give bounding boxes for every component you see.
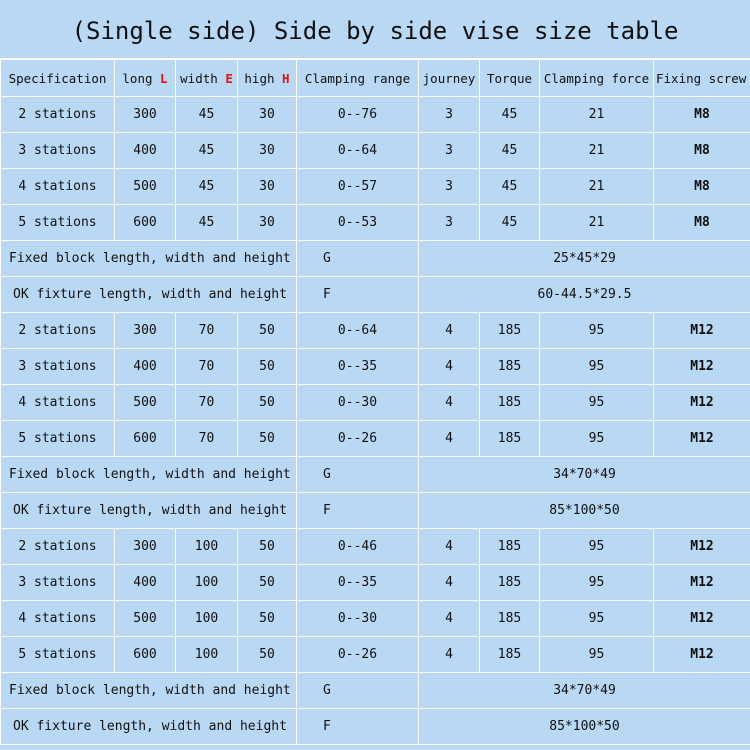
cell-screw: M12 <box>654 349 750 385</box>
cell-journey: 3 <box>419 133 480 169</box>
cell-torque: 185 <box>480 313 540 349</box>
table-row <box>1 205 750 241</box>
cell-width: 70 <box>176 421 238 457</box>
header-long: long L <box>115 60 176 97</box>
cell-range: 0--35 <box>297 565 419 601</box>
cell-journey: 4 <box>419 421 480 457</box>
ok-fixture-row-value: 85*100*50 <box>419 709 750 745</box>
cell-force: 95 <box>540 601 654 637</box>
cell-force: 95 <box>540 385 654 421</box>
fixed-block-row-value: 34*70*49 <box>419 457 750 493</box>
ok-fixture-row <box>1 277 750 313</box>
table-row <box>1 529 750 565</box>
cell-long: 400 <box>115 565 176 601</box>
ok-fixture-row-value: 60-44.5*29.5 <box>419 277 750 313</box>
fixed-block-row-label: Fixed block length, width and height <box>1 457 297 493</box>
fixed-block-row-code: G <box>297 457 419 493</box>
ok-fixture-row-code: F <box>297 493 419 529</box>
cell-range: 0--26 <box>297 637 419 673</box>
header-width: width E <box>176 60 238 97</box>
cell-high: 50 <box>238 385 297 421</box>
cell-force: 95 <box>540 313 654 349</box>
cell-long: 500 <box>115 169 176 205</box>
page-title: (Single side) Side by side vise size table <box>0 0 750 59</box>
cell-force: 95 <box>540 565 654 601</box>
cell-spec: 4 stations <box>1 385 115 421</box>
cell-width: 100 <box>176 637 238 673</box>
cell-width: 100 <box>176 529 238 565</box>
cell-width: 45 <box>176 133 238 169</box>
cell-long: 600 <box>115 637 176 673</box>
cell-torque: 185 <box>480 421 540 457</box>
table-row <box>1 385 750 421</box>
cell-torque: 45 <box>480 169 540 205</box>
header-clamping-force: Clamping force <box>540 60 654 97</box>
width-mark: E <box>225 70 233 86</box>
cell-force: 95 <box>540 529 654 565</box>
cell-high: 30 <box>238 97 297 133</box>
ok-fixture-row-code: F <box>297 709 419 745</box>
cell-high: 50 <box>238 349 297 385</box>
ok-fixture-row-code: F <box>297 277 419 313</box>
cell-long: 400 <box>115 133 176 169</box>
cell-torque: 185 <box>480 349 540 385</box>
cell-range: 0--35 <box>297 349 419 385</box>
cell-screw: M8 <box>654 133 750 169</box>
fixed-block-row-code: G <box>297 241 419 277</box>
cell-range: 0--30 <box>297 385 419 421</box>
cell-width: 100 <box>176 565 238 601</box>
cell-spec: 5 stations <box>1 637 115 673</box>
cell-long: 500 <box>115 385 176 421</box>
table-row <box>1 313 750 349</box>
fixed-block-row-value: 34*70*49 <box>419 673 750 709</box>
fixed-block-row-code: G <box>297 673 419 709</box>
cell-range: 0--57 <box>297 169 419 205</box>
cell-screw: M12 <box>654 385 750 421</box>
cell-long: 600 <box>115 421 176 457</box>
table-row <box>1 601 750 637</box>
fixed-block-row <box>1 241 750 277</box>
cell-range: 0--53 <box>297 205 419 241</box>
cell-width: 100 <box>176 601 238 637</box>
cell-screw: M12 <box>654 565 750 601</box>
cell-high: 50 <box>238 529 297 565</box>
cell-spec: 5 stations <box>1 205 115 241</box>
table-row <box>1 169 750 205</box>
cell-journey: 4 <box>419 637 480 673</box>
cell-high: 50 <box>238 637 297 673</box>
table-row <box>1 97 750 133</box>
cell-long: 500 <box>115 601 176 637</box>
cell-spec: 4 stations <box>1 601 115 637</box>
cell-journey: 3 <box>419 169 480 205</box>
cell-spec: 3 stations <box>1 133 115 169</box>
cell-torque: 185 <box>480 529 540 565</box>
cell-long: 300 <box>115 529 176 565</box>
cell-long: 300 <box>115 313 176 349</box>
cell-high: 50 <box>238 601 297 637</box>
cell-journey: 4 <box>419 385 480 421</box>
cell-journey: 4 <box>419 565 480 601</box>
cell-torque: 185 <box>480 637 540 673</box>
cell-range: 0--64 <box>297 313 419 349</box>
ok-fixture-row-label: OK fixture length, width and height <box>1 493 297 529</box>
cell-screw: M12 <box>654 601 750 637</box>
fixed-block-row-label: Fixed block length, width and height <box>1 241 297 277</box>
header-high: high H <box>238 60 297 97</box>
cell-screw: M12 <box>654 637 750 673</box>
cell-torque: 45 <box>480 133 540 169</box>
cell-torque: 45 <box>480 205 540 241</box>
cell-high: 50 <box>238 421 297 457</box>
cell-torque: 185 <box>480 601 540 637</box>
cell-high: 30 <box>238 133 297 169</box>
header-torque: Torque <box>480 60 540 97</box>
ok-fixture-row <box>1 709 750 745</box>
cell-width: 45 <box>176 205 238 241</box>
cell-spec: 4 stations <box>1 169 115 205</box>
cell-force: 95 <box>540 349 654 385</box>
cell-width: 70 <box>176 349 238 385</box>
cell-width: 70 <box>176 313 238 349</box>
fixed-block-row-value: 25*45*29 <box>419 241 750 277</box>
table-header-row <box>1 60 750 97</box>
long-mark: L <box>160 70 168 86</box>
cell-long: 400 <box>115 349 176 385</box>
cell-width: 70 <box>176 385 238 421</box>
cell-force: 95 <box>540 637 654 673</box>
cell-spec: 3 stations <box>1 349 115 385</box>
cell-spec: 5 stations <box>1 421 115 457</box>
cell-journey: 4 <box>419 601 480 637</box>
cell-spec: 2 stations <box>1 529 115 565</box>
cell-screw: M12 <box>654 529 750 565</box>
fixed-block-row-label: Fixed block length, width and height <box>1 673 297 709</box>
header-fixing-screw: Fixing screw <box>654 60 750 97</box>
ok-fixture-row <box>1 493 750 529</box>
cell-range: 0--64 <box>297 133 419 169</box>
cell-journey: 4 <box>419 313 480 349</box>
cell-screw: M12 <box>654 421 750 457</box>
cell-force: 21 <box>540 205 654 241</box>
cell-torque: 185 <box>480 385 540 421</box>
table-row <box>1 349 750 385</box>
fixed-block-row <box>1 673 750 709</box>
cell-journey: 3 <box>419 97 480 133</box>
cell-journey: 3 <box>419 205 480 241</box>
fixed-block-row <box>1 457 750 493</box>
cell-screw: M12 <box>654 313 750 349</box>
cell-high: 50 <box>238 565 297 601</box>
cell-long: 600 <box>115 205 176 241</box>
header-clamping-range: Clamping range <box>297 60 419 97</box>
cell-width: 45 <box>176 169 238 205</box>
cell-screw: M8 <box>654 97 750 133</box>
ok-fixture-row-label: OK fixture length, width and height <box>1 709 297 745</box>
high-mark: H <box>282 70 290 86</box>
cell-spec: 2 stations <box>1 313 115 349</box>
header-journey: journey <box>419 60 480 97</box>
cell-force: 21 <box>540 169 654 205</box>
table-row <box>1 565 750 601</box>
cell-journey: 4 <box>419 349 480 385</box>
cell-width: 45 <box>176 97 238 133</box>
table-row <box>1 421 750 457</box>
cell-journey: 4 <box>419 529 480 565</box>
header-specification: Specification <box>1 60 115 97</box>
cell-range: 0--46 <box>297 529 419 565</box>
cell-screw: M8 <box>654 169 750 205</box>
cell-high: 50 <box>238 313 297 349</box>
cell-high: 30 <box>238 169 297 205</box>
ok-fixture-row-label: OK fixture length, width and height <box>1 277 297 313</box>
cell-spec: 2 stations <box>1 97 115 133</box>
cell-force: 21 <box>540 133 654 169</box>
cell-screw: M8 <box>654 205 750 241</box>
table-row <box>1 133 750 169</box>
cell-torque: 45 <box>480 97 540 133</box>
cell-force: 21 <box>540 97 654 133</box>
cell-range: 0--30 <box>297 601 419 637</box>
table-row <box>1 637 750 673</box>
size-table <box>0 59 750 745</box>
cell-long: 300 <box>115 97 176 133</box>
ok-fixture-row-value: 85*100*50 <box>419 493 750 529</box>
cell-high: 30 <box>238 205 297 241</box>
cell-spec: 3 stations <box>1 565 115 601</box>
cell-range: 0--26 <box>297 421 419 457</box>
cell-range: 0--76 <box>297 97 419 133</box>
cell-force: 95 <box>540 421 654 457</box>
cell-torque: 185 <box>480 565 540 601</box>
